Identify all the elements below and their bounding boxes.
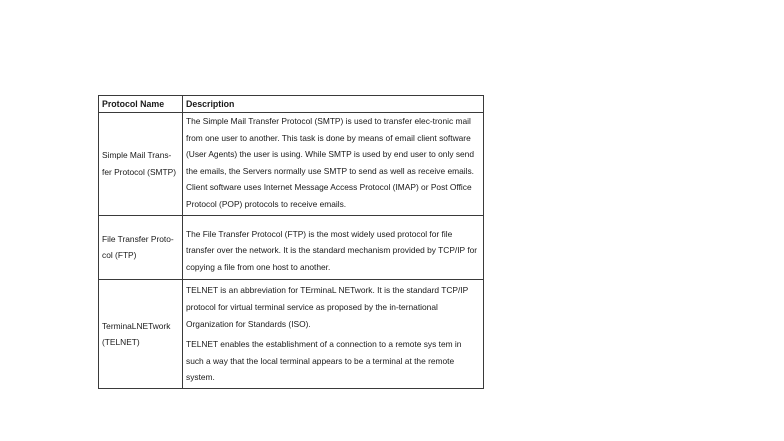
protocol-name-cell — [99, 280, 183, 389]
protocol-name-cell — [99, 113, 183, 216]
description-paragraph: TELNET is an abbreviation for TErminaL NETwork. It is the standard TCP/IP protocol for virtual terminal service as proposed by the in-ternational Organization for Standards (ISO). — [186, 285, 469, 329]
table-header-row — [99, 96, 484, 113]
description-paragraph: The Simple Mail Transfer Protocol (SMTP) is used to transfer elec-tronic mail from one user to another. This task is done by means of email client software (User Agents) the user is using. While SMTP is used by end user to only send the emails, the Servers normally use SMTP to send as well as receive emails. Client software uses Internet Message Access Protocol (IMAP) or Post Office Protocol (POP) protocols to receive emails. — [186, 116, 474, 209]
protocol-name-line: (TELNET) — [102, 337, 140, 348]
protocol-name-line: File Transfer Proto- — [102, 233, 174, 244]
description-cell — [183, 215, 484, 280]
protocol-name-line: col (FTP) — [102, 250, 137, 261]
description-paragraph: TELNET enables the establishment of a connection to a remote sys tem in such a way that the local terminal appears to be a terminal at the remote system. — [186, 339, 462, 383]
description-cell — [183, 280, 484, 389]
table-row — [99, 113, 484, 216]
protocol-name-line: Simple Mail Trans- — [102, 150, 172, 161]
description-cell — [183, 113, 484, 216]
description-paragraph: The File Transfer Protocol (FTP) is the most widely used protocol for file transfer over the network. It is the standard mechanism provided by TCP/IP for copying a file from one host to another. — [186, 228, 478, 272]
protocol-name-line: TerminaLNETwork — [102, 320, 171, 331]
protocol-name-cell — [99, 215, 183, 280]
header-description: Description — [183, 96, 484, 113]
protocol-name-line: fer Protocol (SMTP) — [102, 166, 176, 177]
table-row — [99, 280, 484, 389]
header-protocol-name: Protocol Name — [99, 96, 183, 113]
table-row — [99, 215, 484, 280]
protocol-table — [98, 95, 484, 389]
